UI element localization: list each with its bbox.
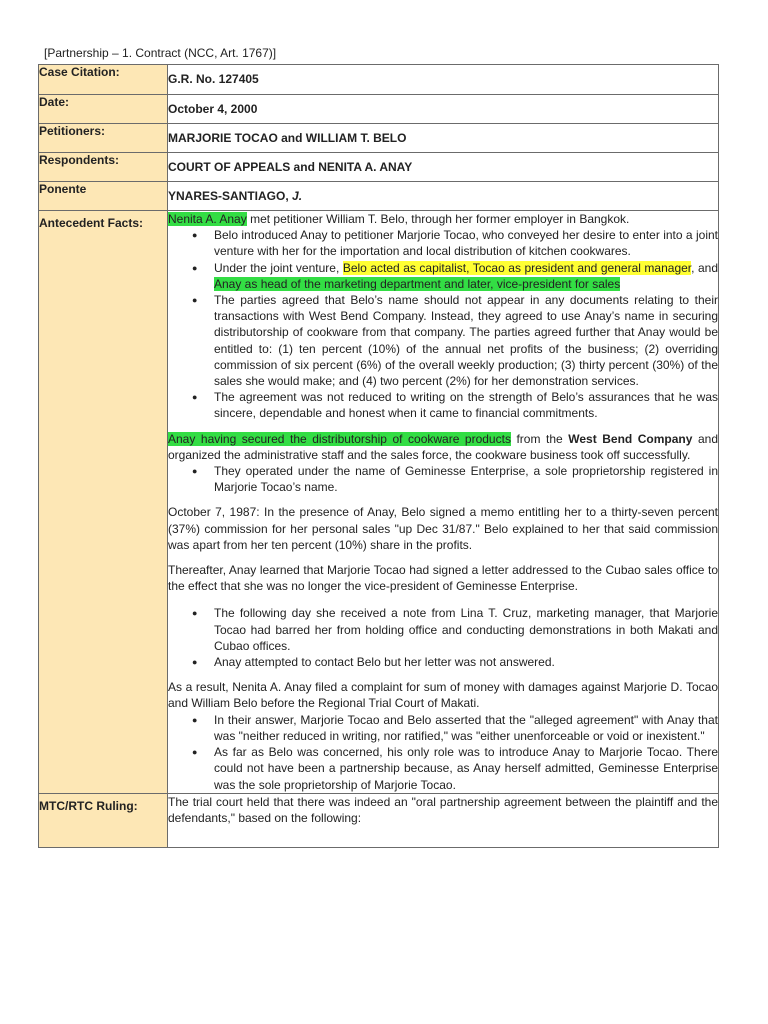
row-ponente (39, 182, 719, 211)
case-citation-label: Case Citation: (39, 65, 168, 95)
respondents-label: Respondents: (39, 153, 168, 182)
petitioners-value: MARJORIE TOCAO and WILLIAM T. BELO (168, 124, 719, 153)
spacer (168, 594, 718, 605)
row-date (39, 95, 719, 124)
highlight-distributorship: Anay having secured the distributorship of cookware products (168, 431, 511, 446)
antecedent-facts-content (168, 211, 719, 794)
facts-b2-text-b: , and (691, 260, 718, 275)
facts-paragraph-1 (168, 211, 718, 227)
facts-bullet-5: ● They operated under the name of Geminesse Enterprise, a sole proprietorship registered in Marjorie Tocao’s name. (214, 463, 718, 495)
mtc-rtc-ruling-content (168, 793, 719, 847)
ponente-suffix: J. (292, 189, 303, 203)
ponente-name: YNARES-SANTIAGO, (168, 189, 293, 203)
spacer (168, 422, 718, 431)
west-bend-company: West Bend Company (568, 431, 693, 446)
facts-paragraph-2 (168, 431, 718, 463)
facts-p2-text-a: from the (510, 431, 569, 446)
antecedent-facts-label: Antecedent Facts: (39, 211, 168, 794)
ruling-paragraph: The trial court held that there was indeed an "oral partnership agreement between the plaintiff and the defendants," based on the following: (168, 794, 718, 825)
facts-bullet-2 (214, 260, 718, 292)
facts-bullet-list-4 (168, 712, 718, 793)
date-label: Date: (39, 95, 168, 124)
facts-bullet-3: ● The parties agreed that Belo’s name should not appear in any documents relating to their transactions with West Bend Company. Instead, they agreed to use Anay’s name in securing distributorship of cookware from that company. The parties agreed further that Anay would be entitled to: (1) ten percent (10%) of the annual net profits of the business; (2) overriding commission of six percent (6%) of the overall weekly production; (3) thirty percent (30%) of the sales she would make; and (4) two percent (2%) for her demonstration services. (214, 292, 718, 389)
row-case-citation (39, 65, 719, 95)
facts-bullet-6: ● The following day she received a note from Lina T. Cruz, marketing manager, that Marjorie Tocao had barred her from holding office and conducting demonstrations in both Makati and Cubao offices. (214, 605, 718, 654)
facts-p1-text: met petitioner William T. Belo, through her former employer in Bangkok. (246, 212, 630, 226)
highlight-belo-capitalist: Belo acted as capitalist, Tocao as president and general manager (342, 260, 692, 275)
spacer (168, 553, 718, 562)
facts-bullet-list-1 (168, 227, 718, 421)
row-mtc-rtc-ruling (39, 793, 719, 847)
facts-bullet-9: ● As far as Belo was concerned, his only role was to introduce Anay to Marjorie Tocao. There could not have been a partnership because, as Anay herself admitted, Geminesse Enterprise was the sole proprietorship of Marjorie Tocao. (214, 744, 718, 793)
facts-bullet-8: ● In their answer, Marjorie Tocao and Belo asserted that the "alleged agreement" with Anay that was "neither reduced in writing, nor ratified," was "either unenforceable or void or inexistent." (214, 712, 718, 744)
row-antecedent-facts (39, 211, 719, 794)
document-header: [Partnership – 1. Contract (NCC, Art. 1767)] (44, 46, 277, 60)
row-respondents (39, 153, 719, 182)
ponente-value (168, 182, 719, 211)
mtc-rtc-ruling-label: MTC/RTC Ruling: (39, 793, 168, 847)
facts-paragraph-3: October 7, 1987: In the presence of Anay, Belo signed a memo entitling her to a thirty-seven percent (37%) commission for her personal sales "up Dec 31/87." Belo explained to her that said commission was apart from her ten percent (10%) share in the profits. (168, 505, 718, 552)
date-value: October 4, 2000 (168, 95, 719, 124)
facts-bullet-list-3 (168, 605, 718, 670)
highlight-anay-marketing: Anay as head of the marketing department and later, vice-president for sales (214, 276, 621, 291)
case-digest-table (38, 64, 719, 848)
facts-bullet-list-2 (168, 463, 718, 495)
facts-bullet-7: ● Anay attempted to contact Belo but her letter was not answered. (214, 654, 718, 670)
facts-bullet-4: ● The agreement was not reduced to writing on the strength of Belo’s assurances that he was sincere, dependable and honest when it came to financial commitments. (214, 389, 718, 421)
spacer (168, 670, 718, 679)
highlight-nenita-anay: Nenita A. Anay (168, 212, 247, 226)
facts-paragraph-4: Thereafter, Anay learned that Marjorie Tocao had signed a letter addressed to the Cubao sales office to the effect that she was no longer the vice-president of Geminesse Enterprise. (168, 563, 718, 594)
ponente-label: Ponente (39, 182, 168, 211)
row-petitioners (39, 124, 719, 153)
case-citation-value: G.R. No. 127405 (168, 65, 719, 95)
facts-b2-text-a: Under the joint venture, (214, 260, 343, 275)
petitioners-label: Petitioners: (39, 124, 168, 153)
facts-paragraph-5: As a result, Nenita A. Anay filed a complaint for sum of money with damages against Marjorie D. Tocao and William Belo before the Regional Trial Court of Makati. (168, 680, 718, 711)
facts-bullet-1: ● Belo introduced Anay to petitioner Marjorie Tocao, who conveyed her desire to enter into a joint venture with her for the importation and local distribution of kitchen cookwares. (214, 227, 718, 259)
respondents-value: COURT OF APPEALS and NENITA A. ANAY (168, 153, 719, 182)
spacer (168, 495, 718, 504)
facts-p2-text-b: and organized the administrative staff and the sales force, the cookware business took off successfully. (168, 431, 718, 462)
